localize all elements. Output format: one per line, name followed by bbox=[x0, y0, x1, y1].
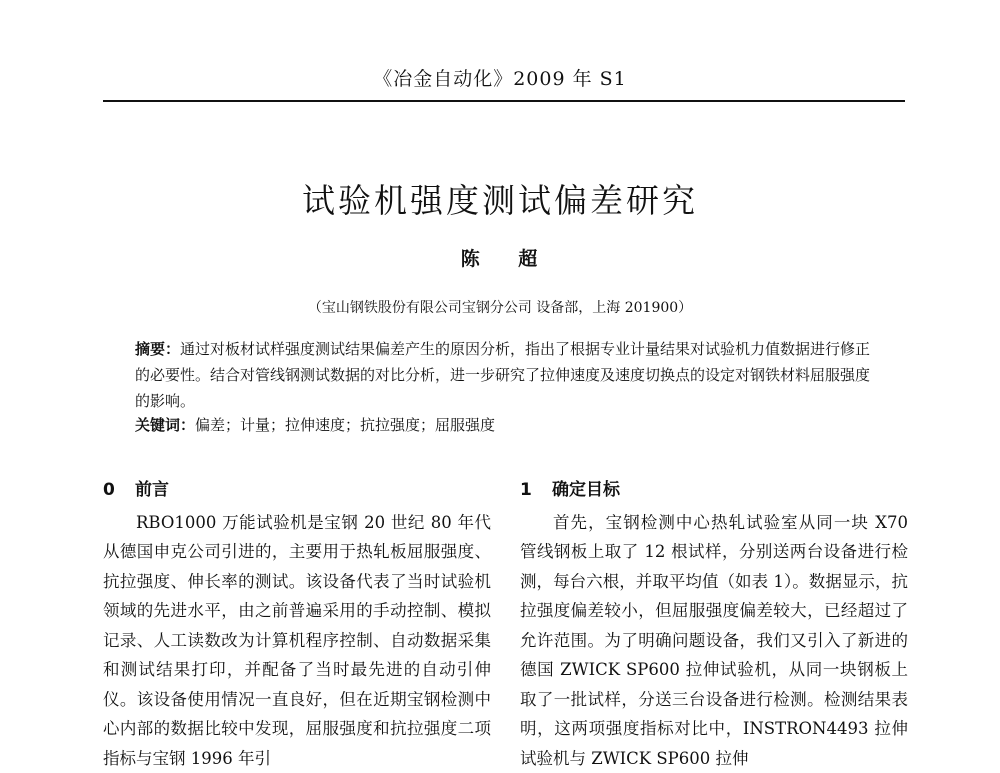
keywords-text: 偏差；计量；拉伸速度；抗拉强度；屈服强度 bbox=[195, 416, 495, 434]
section-number: 1 bbox=[520, 476, 552, 506]
abstract bbox=[135, 336, 880, 414]
section-title: 确定目标 bbox=[552, 480, 620, 500]
keywords-label: 关键词： bbox=[135, 416, 195, 434]
keywords bbox=[135, 412, 880, 438]
section-heading bbox=[103, 476, 491, 506]
abstract-label: 摘要： bbox=[135, 340, 180, 358]
section-number: 0 bbox=[103, 476, 135, 506]
section-heading bbox=[520, 476, 908, 506]
author-name: 陈 超 bbox=[0, 244, 1000, 271]
header-rule bbox=[103, 100, 905, 102]
section-objective bbox=[520, 476, 908, 773]
journal-header: 《冶金自动化》2009 年 S1 bbox=[0, 64, 1000, 91]
author-affiliation: （宝山钢铁股份有限公司宝钢分公司 设备部，上海 201900） bbox=[0, 297, 1000, 317]
section-body: 首先，宝钢检测中心热轧试验室从同一块 X70 管线钢板上取了 12 根试样，分别送两台设备进行检测，每台六根，并取平均值（如表 1）。数据显示，抗拉强度偏差较小，但屈服强度偏差较大，已经超过了允许范围。为了明确问题设备，我们又引入了新进的德国 ZWICK SP600 拉伸试验机，从同一块钢板上取了一批试样，分送三台设备进行检测。检测结果表明，这两项强度指标对比中，INSTRON4493 拉伸试验机与 ZWICK SP600 拉伸 bbox=[520, 508, 908, 773]
abstract-text: 通过对板材试样强度测试结果偏差产生的原因分析，指出了根据专业计量结果对试验机力值数据进行修正的必要性。结合对管线钢测试数据的对比分析，进一步研究了拉伸速度及速度切换点的设定对钢铁材料屈服强度的影响。 bbox=[135, 340, 870, 410]
article-title: 试验机强度测试偏差研究 bbox=[0, 175, 1000, 222]
section-body: RBO1000 万能试验机是宝钢 20 世纪 80 年代从德国申克公司引进的，主要用于热轧板屈服强度、抗拉强度、伸长率的测试。该设备代表了当时试验机领域的先进水平，由之前普遍采用的手动控制、模拟记录、人工读数改为计算机程序控制、自动数据采集和测试结果打印，并配备了当时最先进的自动引伸仪。该设备使用情况一直良好，但在近期宝钢检测中心内部的数据比较中发现，屈服强度和抗拉强度二项指标与宝钢 1996 年引 bbox=[103, 508, 491, 773]
section-title: 前言 bbox=[135, 480, 169, 500]
section-introduction bbox=[103, 476, 491, 773]
